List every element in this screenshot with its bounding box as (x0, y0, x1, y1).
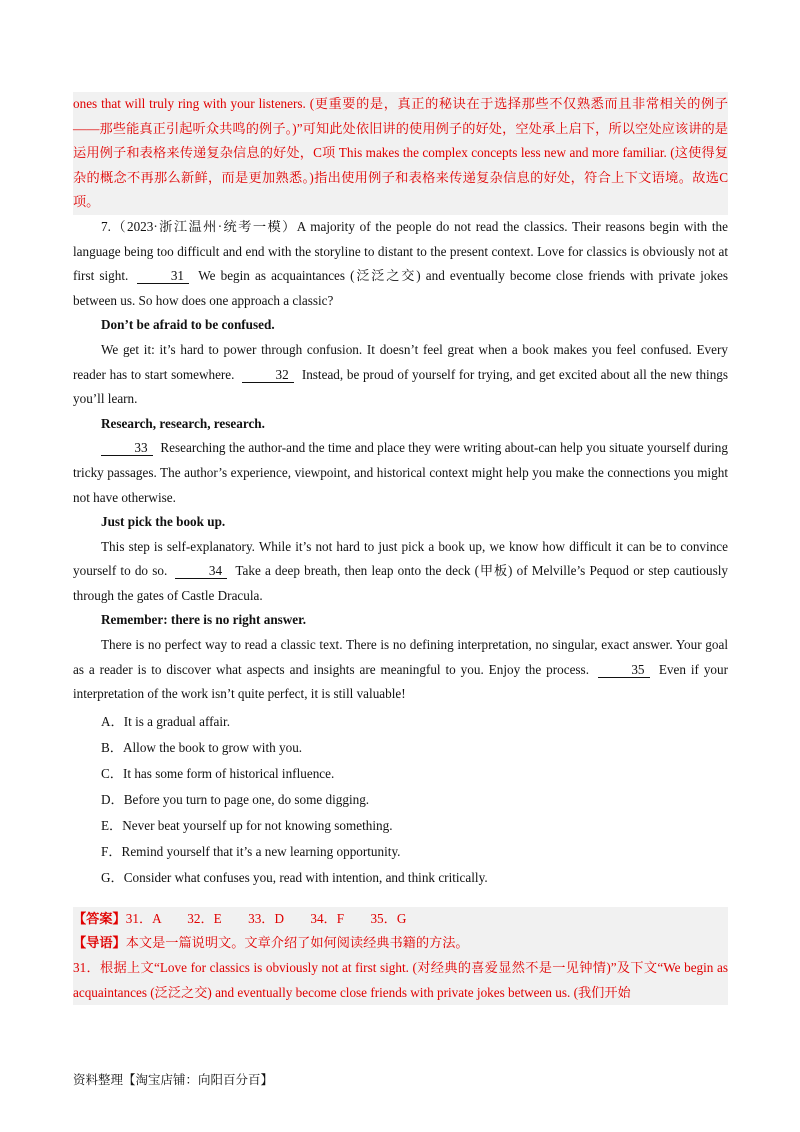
paragraph-3-b: Take a deep breath, then leap onto the deck (甲板) of Melville’s Pequod or step cautiously through the gates of Castle Dracula. (73, 563, 729, 603)
page-body (73, 92, 728, 1005)
heading-1: Don’t be afraid to be confused. (101, 317, 275, 333)
options-list (73, 709, 728, 891)
option-a: A．It is a gradual affair. (101, 713, 231, 729)
footer-source: 资料整理【淘宝店铺：向阳百分百】 (73, 1072, 274, 1087)
paragraph-4 (73, 633, 728, 707)
option-e: E．Never beat yourself up for not knowing something. (101, 817, 393, 833)
heading-2: Research, research, research. (101, 415, 265, 431)
blank-32: 32 (242, 368, 294, 383)
paragraph-1-b: Instead, be proud of yourself for trying, and get excited about all the new things you’ll learn. (73, 366, 729, 407)
option-f: F．Remind yourself that it’s a new learning opportunity. (101, 843, 401, 859)
paragraph-3-a: This step is self-explanatory. While it’s not hard to just pick a book up, we know how difficult it can be to convince yourself to do so. (73, 538, 728, 579)
heading-4: Remember: there is no right answer. (101, 612, 307, 628)
answer-label: 【答案】 (73, 910, 126, 926)
guide-label: 【导语】 (73, 935, 126, 951)
paragraph-4-b: Even if your interpretation of the work isn’t quite perfect, it is still valuable! (73, 661, 729, 702)
analysis-31: 31．根据上文“Love for classics is obviously not at first sight. (对经典的喜爱显然不是一见钟情)”及下文“We begin as acquaintances (泛泛之交) and eventually become close friends with private jokes between us. (我们开始 (73, 960, 728, 1000)
answer-block (73, 907, 728, 1005)
paragraph-1 (73, 338, 728, 412)
blank-35: 35 (598, 663, 650, 678)
option-c: C．It has some form of historical influence. (101, 765, 335, 781)
question-intro (73, 215, 728, 313)
answer-text: 31．A 32．E 33．D 34．F 35．G (125, 910, 407, 926)
option-d: D．Before you turn to page one, do some digging. (101, 791, 370, 807)
paragraph-2 (73, 436, 728, 510)
blank-34: 34 (175, 564, 227, 579)
paragraph-1-a: We get it: it’s hard to power through confusion. It doesn’t feel great when a book makes you feel confused. Every reader has to start somewhere. (73, 341, 728, 382)
paragraph-4-a: There is no perfect way to read a classic text. There is no defining interpretation, no singular, exact answer. Your goal as a reader is to discover what aspects and insights are meaningful to you. Enjoy the process. (73, 637, 728, 677)
guide-line (73, 931, 728, 956)
option-b: B．Allow the book to grow with you. (101, 739, 303, 755)
top-explanation: ones that will truly ring with your listeners. (更重要的是，真正的秘诀在于选择那些不仅熟悉而且非常相关的例子——那些能真正引起听众共鸣的例子。)”可知此处依旧讲的使用例子的好处，空处承上启下，所以空处应该讲的是运用例子和表格来传递复杂信息的好处，C项 This makes the complex concepts less new and more familiar. (这使得复杂的概念不再那么新鲜，而是更加熟悉。)指出使用例子和表格来传递复杂信息的好处，符合上下文语境。故选C项。 (73, 92, 728, 215)
blank-31: 31 (137, 269, 189, 284)
paragraph-3 (73, 535, 728, 609)
answer-line (73, 907, 728, 932)
option-g: G．Consider what confuses you, read with intention, and think critically. (101, 869, 488, 885)
question-intro-b: We begin as acquaintances (泛泛之交) and eventually become close friends with private jokes between us. So how does one approach a classic? (73, 268, 729, 308)
heading-3: Just pick the book up. (101, 514, 226, 530)
blank-33: 33 (101, 441, 153, 456)
question-intro-a: 7.（2023·浙江温州·统考一模）A majority of the people do not read the classics. Their reasons begin with the language being too difficult and end with the storyline to distant to the present context. Love for classics is obviously not at first sight. (73, 218, 728, 284)
guide-text: 本文是一篇说明文。文章介绍了如何阅读经典书籍的方法。 (125, 935, 469, 951)
paragraph-2-text: Researching the author-and the time and place they were writing about-can help you situate yourself during tricky passages. The author’s experience, viewpoint, and historical context might help you make the connections you might not have otherwise. (73, 440, 728, 505)
